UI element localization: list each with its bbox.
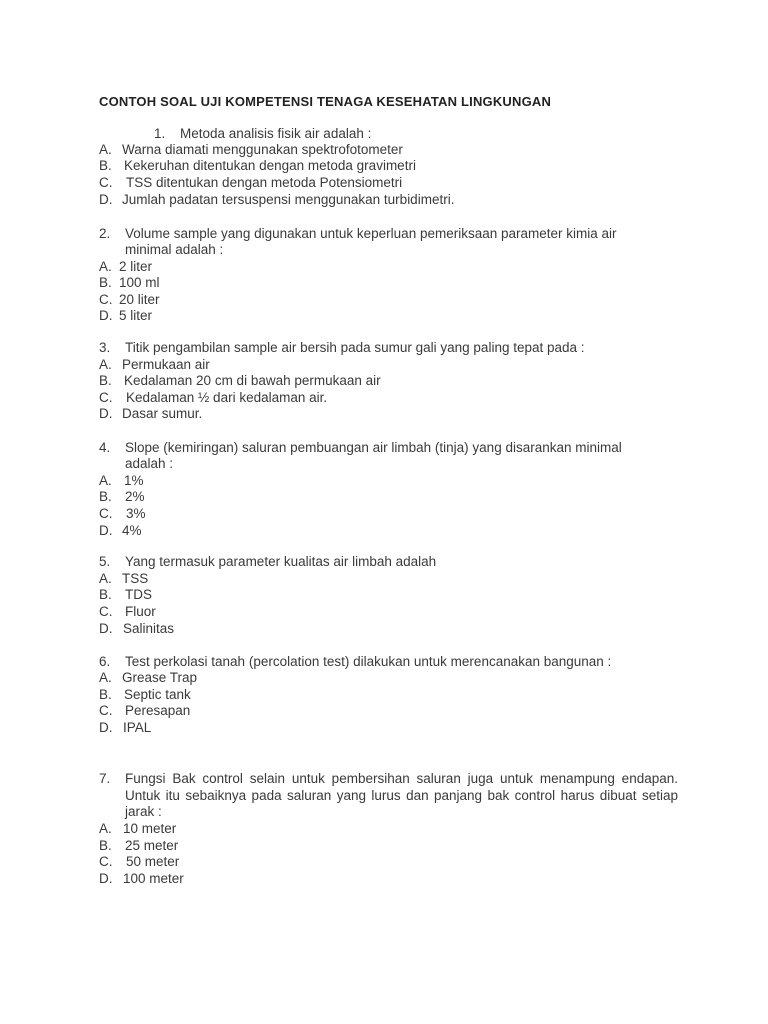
question-stem-line: Slope (kemiringan) saluran pembuangan air limbah (tinja) yang disarankan minimal	[125, 440, 622, 455]
answer-option-text: 10 meter	[123, 821, 177, 836]
answer-option	[0, 604, 768, 620]
answer-option-letter: A.	[99, 473, 112, 488]
answer-option-text: Kedalaman ½ dari kedalaman air.	[126, 390, 328, 405]
answer-option-text: 1%	[124, 473, 144, 488]
answer-option-text: Kekeruhan ditentukan dengan metoda gravimetri	[124, 158, 416, 173]
answer-option-text: 2%	[125, 489, 145, 504]
answer-option-text: Dasar sumur.	[122, 406, 203, 421]
question-number: 2.	[99, 226, 111, 241]
answer-option-text: 2 liter	[119, 259, 153, 274]
answer-option-letter: C.	[99, 175, 113, 190]
question-stem-line: Yang termasuk parameter kualitas air limbah adalah	[125, 554, 437, 569]
answer-option	[0, 357, 768, 373]
answer-option-letter: A.	[99, 571, 112, 586]
answer-option-letter: B.	[99, 489, 112, 504]
question-number: 5.	[99, 554, 111, 569]
question-stem-line: adalah :	[125, 456, 174, 471]
answer-option-letter: B.	[99, 275, 112, 290]
answer-option-text: Salinitas	[123, 621, 175, 636]
answer-option-letter: C.	[99, 604, 113, 619]
answer-option-letter: A.	[99, 821, 112, 836]
answer-option-letter: D.	[99, 871, 113, 886]
answer-option	[0, 275, 768, 291]
question-stem-line: minimal adalah :	[125, 242, 224, 257]
answer-option-letter: C.	[99, 703, 113, 718]
answer-option	[0, 854, 768, 870]
answer-option	[0, 871, 768, 887]
answer-option-text: IPAL	[123, 720, 152, 735]
answer-option-letter: D.	[99, 720, 113, 735]
question-stem-line: Fungsi Bak control selain untuk pembersihan saluran juga untuk menampung endapan.	[125, 771, 678, 786]
answer-option-letter: C.	[99, 390, 113, 405]
answer-option-letter: A.	[99, 357, 112, 372]
question-stem-line: Titik pengambilan sample air bersih pada sumur gali yang paling tepat pada :	[125, 340, 585, 355]
answer-option-letter: D.	[99, 308, 113, 323]
question-number: 1.	[154, 126, 166, 141]
answer-option-text: 25 meter	[125, 838, 179, 853]
answer-option-text: Fluor	[125, 604, 156, 619]
answer-option-letter: B.	[99, 158, 112, 173]
question-number: 7.	[99, 771, 111, 786]
answer-option-letter: C.	[99, 854, 113, 869]
answer-option	[0, 473, 768, 489]
answer-option	[0, 373, 768, 389]
answer-option	[0, 259, 768, 275]
answer-option-text: TSS	[122, 571, 149, 586]
answer-option-letter: B.	[99, 838, 112, 853]
answer-option-text: Grease Trap	[122, 670, 198, 685]
answer-option-letter: B.	[99, 687, 112, 702]
answer-option-letter: D.	[99, 523, 113, 538]
answer-option-text: 50 meter	[126, 854, 180, 869]
document-title: CONTOH SOAL UJI KOMPETENSI TENAGA KESEHATAN LINGKUNGAN	[99, 94, 552, 109]
answer-option-text: TSS ditentukan dengan metoda Potensiometri	[126, 175, 403, 190]
answer-option	[0, 523, 768, 539]
answer-option-letter: D.	[99, 406, 113, 421]
answer-option-text: Jumlah padatan tersuspensi menggunakan turbidimetri.	[122, 192, 455, 207]
question-stem-line: Metoda analisis fisik air adalah :	[180, 126, 372, 141]
answer-option-text: 100 ml	[119, 275, 160, 290]
answer-option	[0, 158, 768, 174]
answer-option	[0, 621, 768, 637]
answer-option	[0, 506, 768, 522]
question-stem-line: Volume sample yang digunakan untuk keperluan pemeriksaan parameter kimia air	[125, 226, 617, 241]
answer-option-text: 3%	[126, 506, 146, 521]
question-number: 6.	[99, 654, 111, 669]
answer-option-letter: C.	[99, 292, 113, 307]
answer-option	[0, 821, 768, 837]
answer-option-text: TDS	[125, 587, 152, 602]
answer-option-letter: C.	[99, 506, 113, 521]
question-stem-line: jarak :	[125, 804, 162, 819]
answer-option	[0, 670, 768, 686]
answer-option-text: 100 meter	[123, 871, 184, 886]
answer-option	[0, 703, 768, 719]
question-stem-line: Untuk itu sebaiknya pada saluran yang lurus dan panjang bak control harus dibuat setiap	[125, 788, 678, 803]
answer-option-text: 4%	[122, 523, 142, 538]
answer-option	[0, 838, 768, 854]
answer-option	[0, 175, 768, 191]
answer-option-letter: A.	[99, 142, 112, 157]
answer-option-letter: D.	[99, 621, 113, 636]
answer-option-letter: A.	[99, 259, 112, 274]
answer-option-letter: D.	[99, 192, 113, 207]
answer-option-letter: B.	[99, 587, 112, 602]
answer-option	[0, 292, 768, 308]
answer-option	[0, 192, 768, 208]
answer-option	[0, 489, 768, 505]
answer-option-text: Warna diamati menggunakan spektrofotometer	[122, 142, 403, 157]
answer-option	[0, 720, 768, 736]
answer-option	[0, 390, 768, 406]
answer-option-text: Kedalaman 20 cm di bawah permukaan air	[124, 373, 381, 388]
answer-option	[0, 571, 768, 587]
answer-option	[0, 587, 768, 603]
answer-option	[0, 142, 768, 158]
question-stem-line: Test perkolasi tanah (percolation test) dilakukan untuk merencanakan bangunan :	[125, 654, 612, 669]
answer-option	[0, 308, 768, 324]
answer-option-text: Permukaan air	[122, 357, 210, 372]
answer-option-letter: A.	[99, 670, 112, 685]
answer-option-text: 5 liter	[119, 308, 153, 323]
answer-option-text: Septic tank	[124, 687, 191, 702]
question-number: 3.	[99, 340, 111, 355]
answer-option-letter: B.	[99, 373, 112, 388]
question-number: 4.	[99, 440, 111, 455]
answer-option-text: 20 liter	[119, 292, 160, 307]
answer-option-text: Peresapan	[125, 703, 191, 718]
answer-option	[0, 687, 768, 703]
answer-option	[0, 406, 768, 422]
